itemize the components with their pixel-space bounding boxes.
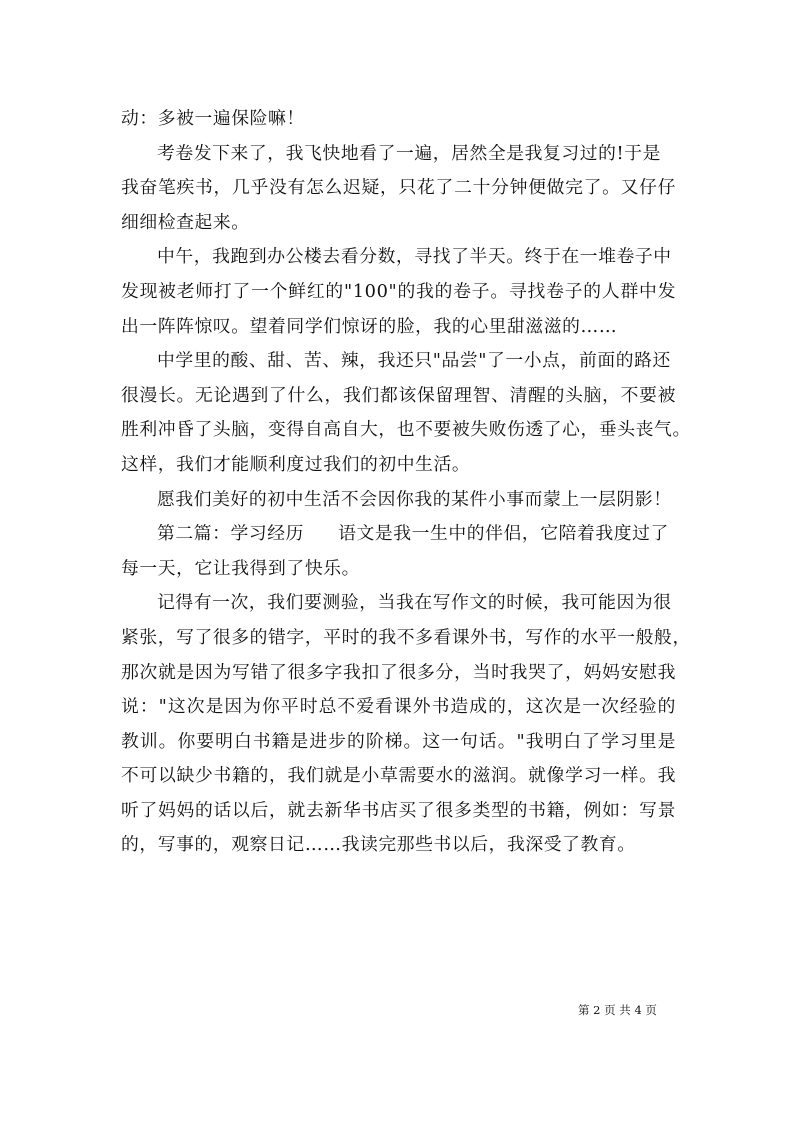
text-line: 出一阵阵惊叹。望着同学们惊讶的脸，我的心里甜滋滋的…… bbox=[121, 315, 618, 337]
text-line: 教训。你要明白书籍是进步的阶梯。这一句话。"我明白了学习里是 bbox=[121, 730, 676, 752]
text-line: 动：多被一遍保险嘛！ bbox=[121, 108, 305, 129]
text-line: 这样，我们才能顺利度过我们的初中生活。 bbox=[121, 453, 471, 475]
paragraph-start-line: 考卷发下来了，我飞快地看了一遍，居然全是我复习过的!于是 bbox=[157, 142, 662, 164]
paragraph-start-line: 愿我们美好的初中生活不会因你我的某件小事而蒙上一层阴影！ bbox=[157, 488, 672, 510]
text-line: 说："这次是因为你平时总不爱看课外书造成的，这次是一次经验的 bbox=[121, 696, 676, 718]
text-line: 胜利冲昏了头脑，变得自高自大，也不要被失败伤透了心，垂头丧气。 bbox=[121, 419, 691, 441]
text-line: 听了妈妈的话以后，就去新华书店买了很多类型的书籍，例如：写景 bbox=[121, 799, 676, 821]
text-line: 很漫长。无论遇到了什么，我们都该保留理智、清醒的头脑，不要被 bbox=[121, 384, 676, 406]
paragraph-start-line: 中学里的酸、甜、苦、辣，我还只"品尝"了一小点，前面的路还 bbox=[157, 350, 671, 372]
text-line: 不可以缺少书籍的，我们就是小草需要水的滋润。就像学习一样。我 bbox=[121, 765, 676, 787]
section-heading: 第二篇：学习经历 bbox=[157, 523, 305, 545]
section-first-sentence: 语文是我一生中的伴侣，它陪着我度过了 bbox=[338, 523, 669, 545]
text-line: 紧张，写了很多的错字，平时的我不多看课外书，写作的水平一般般， bbox=[121, 626, 691, 648]
text-line: 我奋笔疾书，几乎没有怎么迟疑，只花了二十分钟便做完了。又仔仔 bbox=[121, 177, 676, 199]
text-line: 每一天，它让我得到了快乐。 bbox=[121, 557, 360, 579]
text-line: 那次就是因为写错了很多字我扣了很多分，当时我哭了，妈妈安慰我 bbox=[121, 661, 676, 683]
page-number-footer: 第 2 页 共 4 页 bbox=[578, 1003, 657, 1017]
text-line: 的，写事的，观察日记……我读完那些书以后，我深受了教育。 bbox=[121, 834, 636, 856]
text-line: 细细检查起来。 bbox=[121, 211, 250, 233]
document-body bbox=[121, 102, 691, 863]
text-line: 发现被老师打了一个鲜红的"100"的我的卷子。寻找卷子的人群中发 bbox=[121, 280, 676, 302]
section-heading-line bbox=[121, 517, 676, 552]
paragraph-start-line: 记得有一次，我们要测验，当我在写作文的时候，我可能因为很 bbox=[157, 592, 672, 614]
paragraph-start-line: 中午，我跑到办公楼去看分数，寻找了半天。终于在一堆卷子中 bbox=[157, 246, 672, 268]
